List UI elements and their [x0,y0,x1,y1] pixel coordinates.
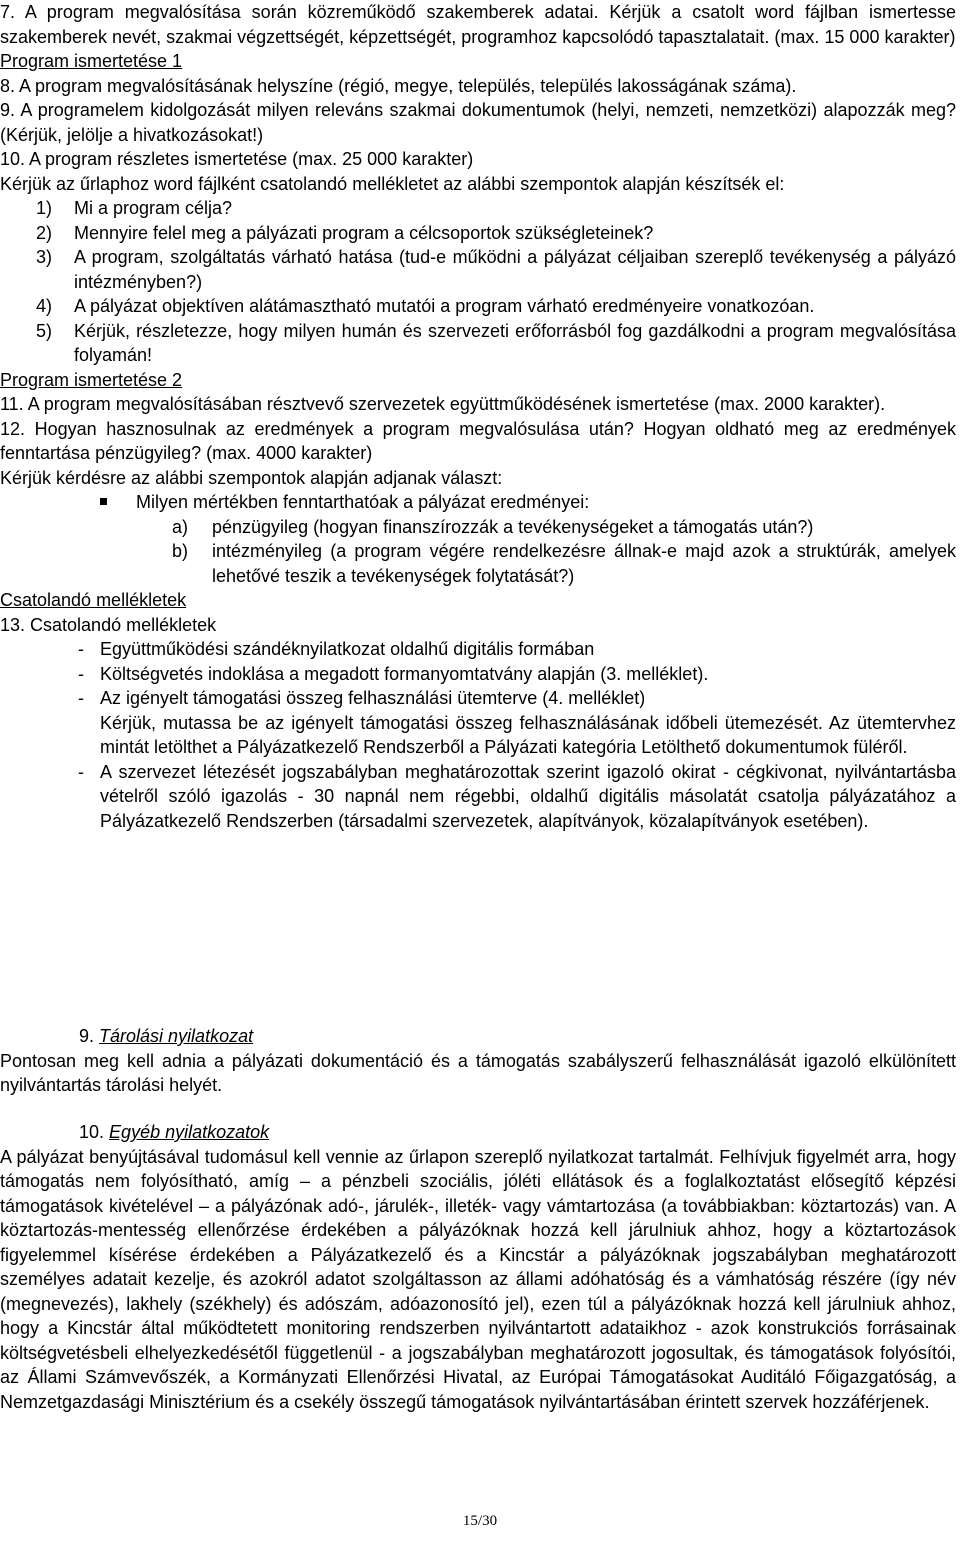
attachment-text: Az igényelt támogatási összeg felhasználási ütemterve (4. melléklet) [100,688,646,708]
section-number: 10. [79,1122,105,1142]
list-text: A pályázat objektíven alátámasztható mutatói a program várható eredményeire vonatkozóan. [74,296,815,316]
list-text: Mi a program célja? [74,198,233,218]
other-declarations-section [0,1120,956,1414]
list-item [0,196,956,221]
item-10: 10. A program részletes ismertetése (max. 25 000 karakter) [0,149,474,169]
storage-declaration-section [0,1024,956,1098]
list-item [0,319,956,368]
item-10-instruction: Kérjük az űrlaphoz word fájlként csatolandó mellékletet az alábbi szempontok alapján készítsék el: [0,173,785,194]
attachment-item [0,637,956,662]
list-number: 1) [36,198,53,218]
list-number: 5) [36,320,53,341]
section-title: Tárolási nyilatkozat [99,1026,254,1046]
heading-attachments: Csatolandó mellékletek [0,590,187,610]
section-body: A pályázat benyújtásával tudomásul kell vennie az űrlapon szereplő nyilatkozat tartalmát. Felhívjuk figyelmét arra, hogy támogatás nem folyósítható, amíg – a pénzbeli szociális, jóléti ellátások és a foglalkoztatást elősegítő képzési támogatások kivételével – a pályázónak adó-, járulék-, illeték- vagy vámtartozása (a továbbiakban: köztartozás) van. A köztartozás-mentesség ellenőrzése érdekében a pályázóknak hozzá kell járulniuk ahhoz, hogy a köztartozások figyelemmel kísérése érdekében a Pályázatkezelő és a Kincstár a pályázóknak jogszabályban meghatározott személyes adatait kezelje, és azokról adatot szolgáltasson az állami adóhatóság és a vámhatóság részére (így név (megnevezés), lakhely (székhely) és adószám, adóazonosító jel), ezen túl a pályázóknak hozzá kell járulniuk ahhoz, hogy a Kincstár által működtetett monitoring rendszerben nyilvántartott adataikhoz - azok konstrukciós forrásainak költségvetésbeli elhelyezkedésétől függetlenül - a jogszabályban meghatározott jogosultak, és támogatások folyósítói, az Állami Számvevőszék, a Kormányzati Ellenőrzési Hivatal, az Európai Támogatásokat Auditáló Főigazgatóság, a Nemzetgazdasági Minisztérium és a csekély összegű támogatások nyilvántartásában érintett szervek hozzáférjenek. [0,1146,956,1412]
sub-item [0,515,956,540]
bullet-text: Milyen mértékben fenntarthatóak a pályázat eredményei: [136,492,590,512]
attachment-text: Kérjük, mutassa be az igényelt támogatási összeg felhasználásának időbeli ütemezését. Az ütemtervhez mintát letölthet a Pályázatkezelő Rendszerből a Pályázati kategória Letölthető dokumentumok füléről. [100,712,956,757]
list-text: Mennyire felel meg a pályázati program a célcsoportok szükségleteinek? [74,222,654,243]
square-bullet-icon [100,490,136,515]
heading-program-1: Program ismertetése 1 [0,51,183,71]
attachment-item [0,760,956,834]
attachment-text: Költségvetés indoklása a megadott formanyomtatvány alapján (3. melléklet). [100,663,709,684]
attachment-text: Együttműködési szándéknyilatkozat oldalhű digitális formában [100,639,595,659]
item-12-instruction: Kérjük kérdésre az alábbi szempontok alapján adjanak választ: [0,467,503,488]
page-number: 15/30 [462,1513,498,1529]
list-text: A program, szolgáltatás várható hatása (tud-e működni a pályázat céljaiban szereplő tevékenység a pályázó intézményben?) [74,247,956,292]
section-title: Egyéb nyilatkozatok [109,1122,270,1142]
item-11: 11. A program megvalósításában résztvevő szervezetek együttműködésének ismertetése (max. 2000 karakter). [0,394,886,414]
bullet-item [0,490,956,515]
heading-program-2: Program ismertetése 2 [0,369,183,390]
sub-item [0,539,956,588]
sub-item-text: pénzügyileg (hogyan finanszírozzák a tevékenységeket a támogatás után?) [212,516,814,537]
dash-marker: - [78,663,84,684]
section-heading [0,1120,956,1145]
dash-marker: - [78,688,84,708]
sub-item-letter: a) [172,516,189,537]
dash-marker [78,711,100,760]
dash-marker: - [78,639,84,659]
attachment-note [0,711,956,760]
item-12: 12. Hogyan hasznosulnak az eredmények a program megvalósulása után? Hogyan oldható meg az eredmények fenntartása pénzügyileg? (max. 4000 karakter) [0,418,956,463]
list-item [0,294,956,319]
list-number: 2) [36,222,53,243]
section-body: Pontosan meg kell adnia a pályázati dokumentáció és a támogatás szabályszerű felhasználását igazoló elkülönített nyilvántartás tárolási helyét. [0,1050,956,1095]
list-item [0,221,956,246]
sub-item-text: intézményileg (a program végére rendelkezésre állnak-e majd azok a struktúrák, amelyek lehetővé teszik a tevékenységek folytatását?) [212,541,956,586]
attachment-item [0,686,956,711]
item-7: 7. A program megvalósítása során közreműködő szakemberek adatai. Kérjük a csatolt word fájlban ismertesse szakemberek nevét, szakmai végzettségét, képzettségét, programhoz kapcsolódó tapasztalatait. (max. 15 000 karakter) [0,2,956,47]
item-8: 8. A program megvalósításának helyszíne (régió, megye, település, település lakosságának száma). [0,75,797,96]
item-13: 13. Csatolandó mellékletek [0,614,217,635]
dash-marker: - [78,761,84,782]
list-number: 4) [36,296,53,316]
section-number: 9. [79,1026,95,1046]
section-heading [0,1024,956,1049]
list-number: 3) [36,247,53,267]
list-item [0,245,956,294]
item-9: 9. A programelem kidolgozását milyen releváns szakmai dokumentumok (helyi, nemzeti, nemzetközi) alapozzák meg? (Kérjük, jelölje a hivatkozásokat!) [0,100,956,145]
attachment-item [0,662,956,687]
attachment-text: A szervezet létezését jogszabályban meghatározottak szerint igazoló okirat - cégkivonat, nyilvántartásba vételről szóló igazolás - 30 napnál nem régebbi, oldalhű digitális másolatát csatolja pályázatához a Pályázatkezelő Rendszerben (társadalmi szervezetek, alapítványok, közalapítványok esetében). [100,761,956,831]
list-text: Kérjük, részletezze, hogy milyen humán és szervezeti erőforrásból fog gazdálkodni a program megvalósítása folyamán! [74,320,956,365]
sub-item-letter: b) [172,541,189,561]
